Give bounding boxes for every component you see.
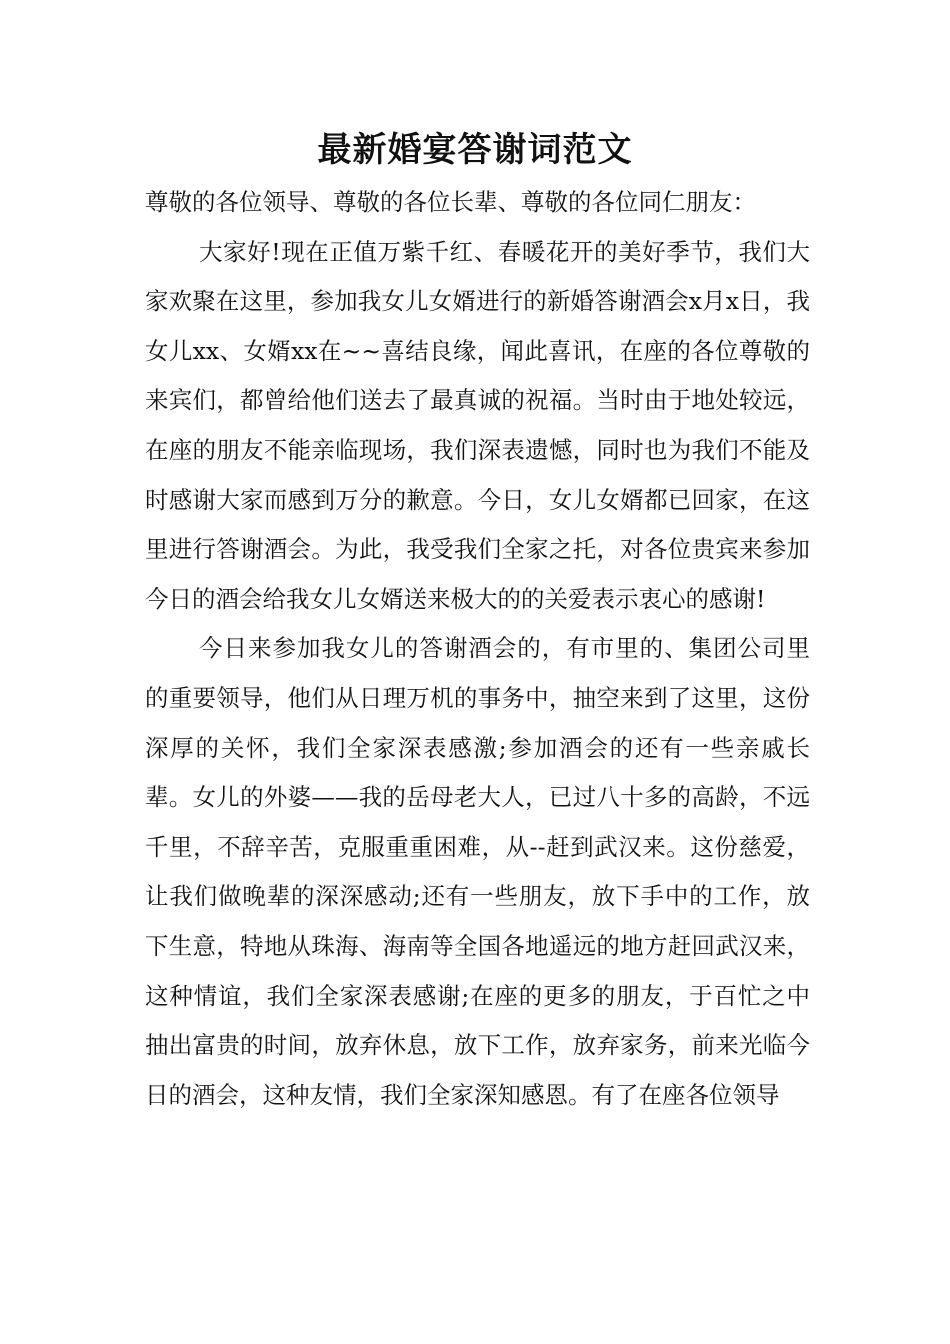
paragraph-1: 大家好!现在正值万紫千红、春暖花开的美好季节，我们大家欢聚在这里，参加我女儿女婿进行的新婚答谢酒会x月x日，我女儿xx、女婿xx在~~喜结良缘，闻此喜讯，在座的各位尊敬的来宾们，都曾给他们送去了最真诚的祝福。当时由于地处较远，在座的朋友不能亲临现场，我们深表遗憾，同时也为我们不能及时感谢大家而感到万分的歉意。今日，女儿女婿都已回家，在这里进行答谢酒会。为此，我受我们全家之托，对各位贵宾来参加今日的酒会给我女儿女婿送来极大的的关爱表示衷心的感谢! — [145, 237, 810, 613]
document-body — [145, 178, 810, 1120]
paragraph-2: 今日来参加我女儿的答谢酒会的，有市里的、集团公司里的重要领导，他们从日理万机的事务中，抽空来到了这里，这份深厚的关怀，我们全家深表感激;参加酒会的还有一些亲戚长辈。女儿的外婆——我的岳母老大人，已过八十多的高龄，不远千里，不辞辛苦，克服重重困难，从--赶到武汉来。这份慈爱，让我们做晚辈的深深感动;还有一些朋友，放下手中的工作，放下生意，特地从珠海、海南等全国各地遥远的地方赶回武汉来，这种情谊，我们全家深表感谢;在座的更多的朋友，于百忙之中抽出富贵的时间，放弃休息，放下工作，放弃家务，前来光临今日的酒会，这种友情，我们全家深知感恩。有了在座各位领导 — [145, 634, 810, 1109]
salutation: 尊敬的各位领导、尊敬的各位长辈、尊敬的各位同仁朋友： — [145, 188, 756, 216]
document-title: 最新婚宴答谢词范文 — [317, 130, 633, 170]
